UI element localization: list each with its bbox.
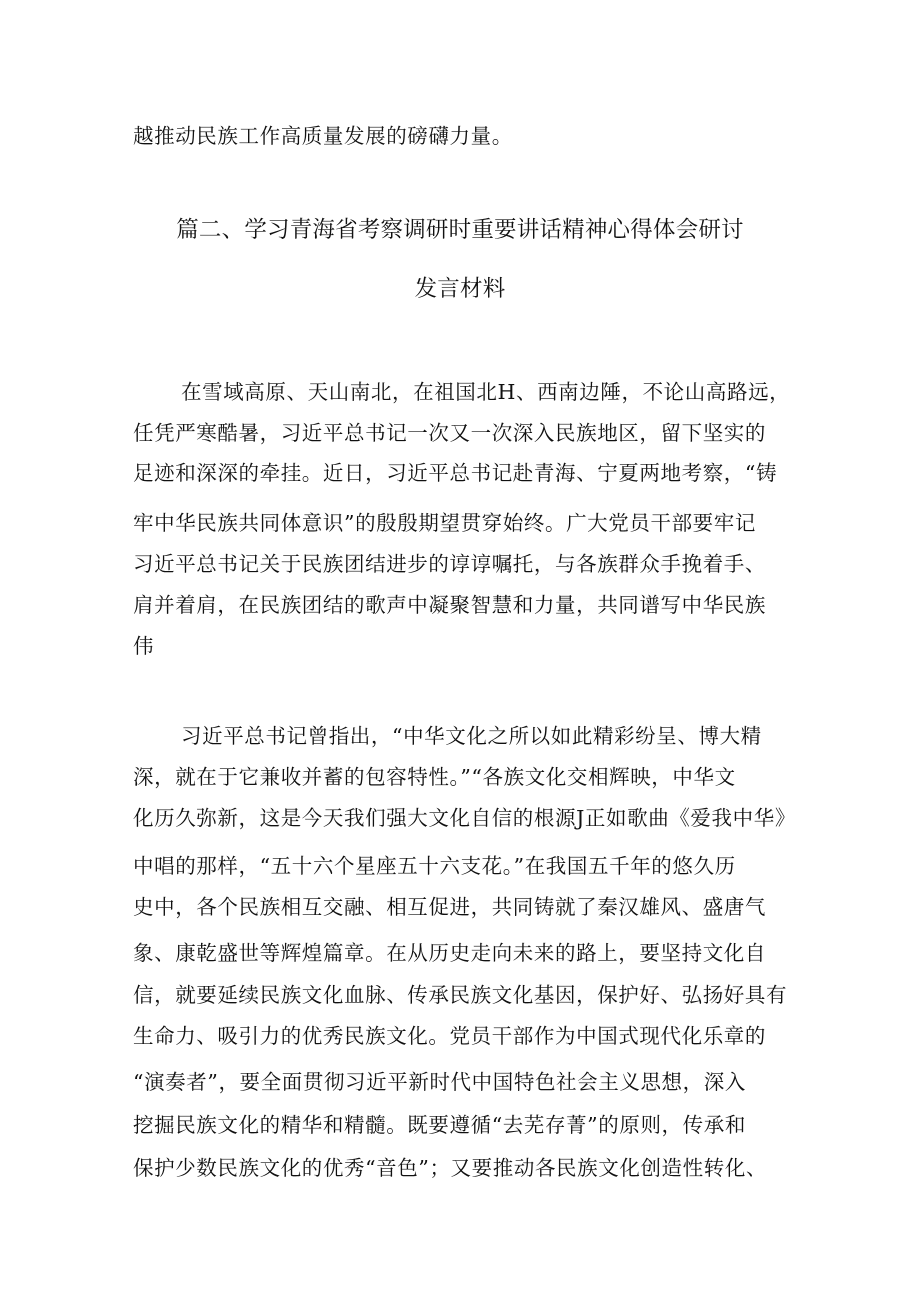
section-title-line-2: 发言材料 bbox=[414, 276, 506, 302]
paragraph-line: 牢中华民族共同体意识”的殷殷期望贯穿始终。广大党员干部要牢记 bbox=[133, 511, 756, 535]
paragraph-line: “演奏者”，要全面贯彻习近平新时代中国特色社会主义思想，深入 bbox=[133, 1070, 746, 1094]
carryover-text-line: 越推动民族工作高质量发展的磅礴力量。 bbox=[133, 124, 513, 148]
paragraph-line: 史中，各个民族相互交融、相互促进，共同铸就了秦汉雄风、盛唐气 bbox=[133, 895, 766, 919]
paragraph-line: 化历久弥新，这是今天我们强大文化自信的根源J正如歌曲《爱我中华》 bbox=[133, 806, 796, 830]
section-title-line-1: 篇二、学习青海省考察调研时重要讲话精神心得体会研讨 bbox=[176, 217, 744, 243]
paragraph-line: 挖掘民族文化的精华和精髓。既要遵循“去芜存菁”的原则，传承和 bbox=[133, 1113, 746, 1137]
paragraph-line: 任凭严寒酷暑，习近平总书记一次又一次深入民族地区，留下坚实的 bbox=[133, 421, 766, 445]
paragraph-line: 保护少数民族文化的优秀“音色”；又要推动各民族文化创造性转化、 bbox=[133, 1156, 768, 1180]
paragraph-line: 伟 bbox=[133, 634, 155, 658]
paragraph-line: 在雪域高原、天山南北，在祖国北H、西南边陲，不论山高路远， bbox=[181, 380, 791, 404]
paragraph-line: 象、康乾盛世等辉煌篇章。在从历史走向未来的路上，要坚持文化自 bbox=[133, 941, 766, 965]
paragraph-line: 足迹和深深的牵挂。近日，习近平总书记赴青海、宁夏两地考察，“铸 bbox=[133, 461, 778, 485]
paragraph-line: 肩并着肩，在民族团结的歌声中凝聚智慧和力量，共同谱写中华民族 bbox=[133, 593, 766, 617]
paragraph-line: 信，就要延续民族文化血脉、传承民族文化基因，保护好、弘扬好具有 bbox=[133, 983, 788, 1007]
paragraph-line: 深，就在于它兼收并蓄的包容特性。”“各族文化交相辉映，中华文 bbox=[133, 765, 736, 789]
paragraph-line: 习近平总书记曾指出，“中华文化之所以如此精彩纷呈、博大精 bbox=[181, 724, 762, 748]
paragraph-line: 中唱的那样，“五十六个星座五十六支花。”在我国五千年的悠久历 bbox=[133, 854, 736, 878]
paragraph-line: 习近平总书记关于民族团结进步的谆谆嘱托，与各族群众手挽着手、 bbox=[133, 552, 766, 576]
paragraph-line: 生命力、吸引力的优秀民族文化。党员干部作为中国式现代化乐章的 bbox=[133, 1024, 766, 1048]
